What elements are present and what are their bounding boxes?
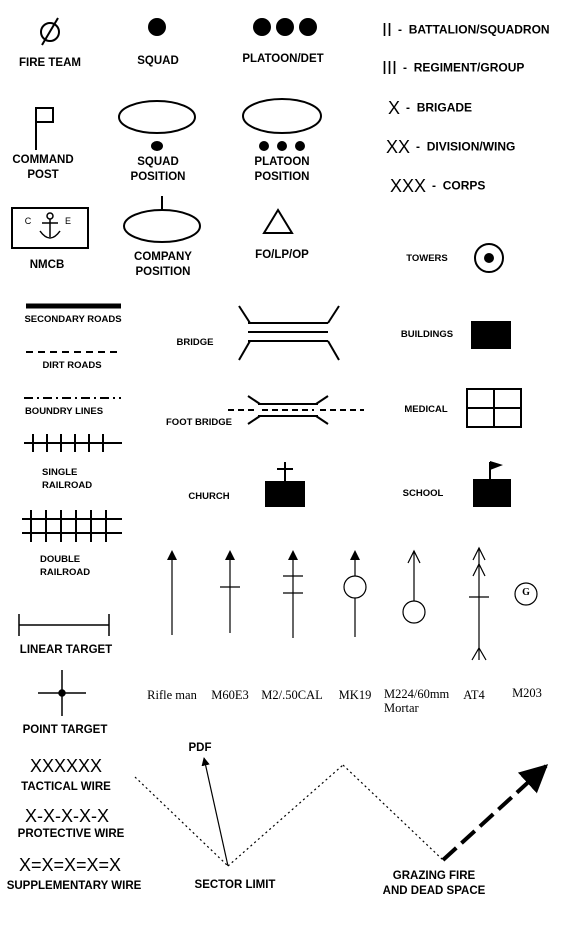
bridge-label: BRIDGE — [176, 337, 214, 348]
supplementary-wire-pattern: X=X=X=X=X — [18, 855, 122, 875]
squad-label: SQUAD — [137, 55, 179, 67]
church-label: CHURCH — [188, 491, 230, 502]
weapon-label-rifleman: Rifle man — [147, 688, 197, 702]
nmcb-letter-e: E — [64, 216, 72, 226]
linear-target-symbol — [19, 614, 109, 636]
echelon-sep: - — [406, 100, 411, 115]
m224-mortar-symbol — [403, 551, 425, 623]
weapon-label-m2: M2/.50CAL — [261, 688, 323, 702]
nmcb-label: NMCB — [29, 259, 65, 271]
echelon-mark: XX — [386, 137, 411, 157]
echelon-label: BATTALION/SQUADRON — [408, 22, 550, 37]
echelon-battalion — [382, 20, 550, 41]
tactical-wire-pattern: XXXXXX — [29, 756, 103, 776]
linear-target-label: LINEAR TARGET — [19, 644, 113, 656]
secondary-roads-label: SECONDARY ROADS — [24, 314, 122, 325]
foot-bridge-label: FOOT BRIDGE — [166, 417, 232, 428]
echelon-division — [386, 137, 515, 158]
squad-position-label: SQUAD POSITION — [130, 156, 186, 183]
church-symbol — [265, 462, 305, 507]
echelon-mark: XXX — [390, 176, 427, 196]
bridge-symbol — [239, 306, 339, 360]
echelon-sep: - — [403, 60, 408, 75]
echelon-label: REGIMENT/GROUP — [413, 60, 525, 75]
school-symbol — [473, 461, 511, 507]
echelon-brigade — [388, 98, 472, 119]
double-railroad-label: DOUBLE RAILROAD — [40, 554, 91, 578]
fo-lp-op-label: FO/LP/OP — [255, 249, 309, 261]
echelon-mark: X — [388, 98, 401, 118]
echelon-label: CORPS — [442, 178, 486, 193]
medical-label: MEDICAL — [404, 404, 448, 415]
boundry-lines-label: BOUNDRY LINES — [24, 406, 104, 417]
squad-position-symbol — [119, 101, 195, 151]
at4-symbol — [469, 548, 489, 660]
sector-limit-symbol — [135, 758, 343, 866]
towers-symbol — [475, 244, 503, 272]
double-railroad-symbol — [22, 510, 122, 542]
echelon-mark: II — [382, 20, 393, 40]
grazing-fire-label: GRAZING FIRE AND DEAD SPACE — [382, 870, 486, 897]
command-post-symbol — [36, 108, 53, 150]
protective-wire-pattern: X-X-X-X-X — [24, 806, 110, 826]
platoon-label: PLATOON/DET — [242, 53, 324, 65]
squad-symbol — [148, 18, 166, 36]
weapon-label-at4: AT4 — [463, 688, 485, 702]
protective-wire-label: PROTECTIVE WIRE — [17, 828, 125, 840]
single-railroad-label: SINGLE RAILROAD — [42, 467, 93, 491]
dirt-roads-label: DIRT ROADS — [42, 360, 102, 371]
echelon-regiment — [382, 58, 524, 79]
platoon-symbol — [253, 18, 317, 36]
medical-symbol — [467, 389, 521, 427]
weapon-label-m60e3: M60E3 — [211, 688, 249, 702]
platoon-position-label: PLATOON POSITION — [254, 156, 310, 183]
tactical-wire-label: TACTICAL WIRE — [21, 781, 111, 793]
fire-team-symbol — [41, 18, 59, 45]
supplementary-wire-label: SUPPLEMENTARY WIRE — [6, 880, 142, 892]
pdf-label: PDF — [188, 742, 212, 754]
sector-limit-label: SECTOR LIMIT — [194, 879, 276, 891]
echelon-corps — [390, 176, 485, 197]
command-post-label: COMMAND POST — [12, 154, 74, 181]
point-target-label: POINT TARGET — [22, 724, 108, 736]
grazing-fire-symbol — [343, 765, 546, 860]
echelon-sep: - — [416, 139, 421, 154]
buildings-label: BUILDINGS — [400, 329, 454, 340]
fire-team-label: FIRE TEAM — [19, 57, 81, 69]
company-position-symbol — [124, 196, 200, 242]
echelon-mark: III — [382, 58, 398, 78]
echelon-sep: - — [398, 22, 403, 37]
weapon-label-mk19: MK19 — [338, 688, 372, 702]
nmcb-letter-c: C — [24, 216, 32, 226]
rifleman-symbol — [167, 550, 177, 635]
company-position-label: COMPANY POSITION — [134, 251, 192, 278]
buildings-symbol — [471, 321, 511, 349]
single-railroad-symbol — [24, 434, 122, 452]
weapon-label-m203: M203 — [512, 686, 542, 700]
fo-lp-op-symbol — [264, 210, 292, 233]
foot-bridge-symbol — [228, 396, 364, 424]
point-target-symbol — [38, 670, 86, 716]
m203-letter: G — [522, 587, 530, 598]
echelon-sep: - — [432, 178, 437, 193]
school-label: SCHOOL — [402, 488, 444, 499]
nmcb-symbol — [12, 208, 88, 248]
weapon-label-m224: M224/60mm Mortar — [384, 687, 450, 715]
echelon-label: BRIGADE — [416, 100, 473, 115]
m2-50cal-symbol — [283, 550, 303, 638]
towers-label: TOWERS — [406, 253, 448, 264]
mk19-symbol — [344, 550, 366, 637]
m60e3-symbol — [220, 550, 240, 633]
echelon-label: DIVISION/WING — [426, 139, 516, 154]
platoon-position-symbol — [243, 99, 321, 151]
